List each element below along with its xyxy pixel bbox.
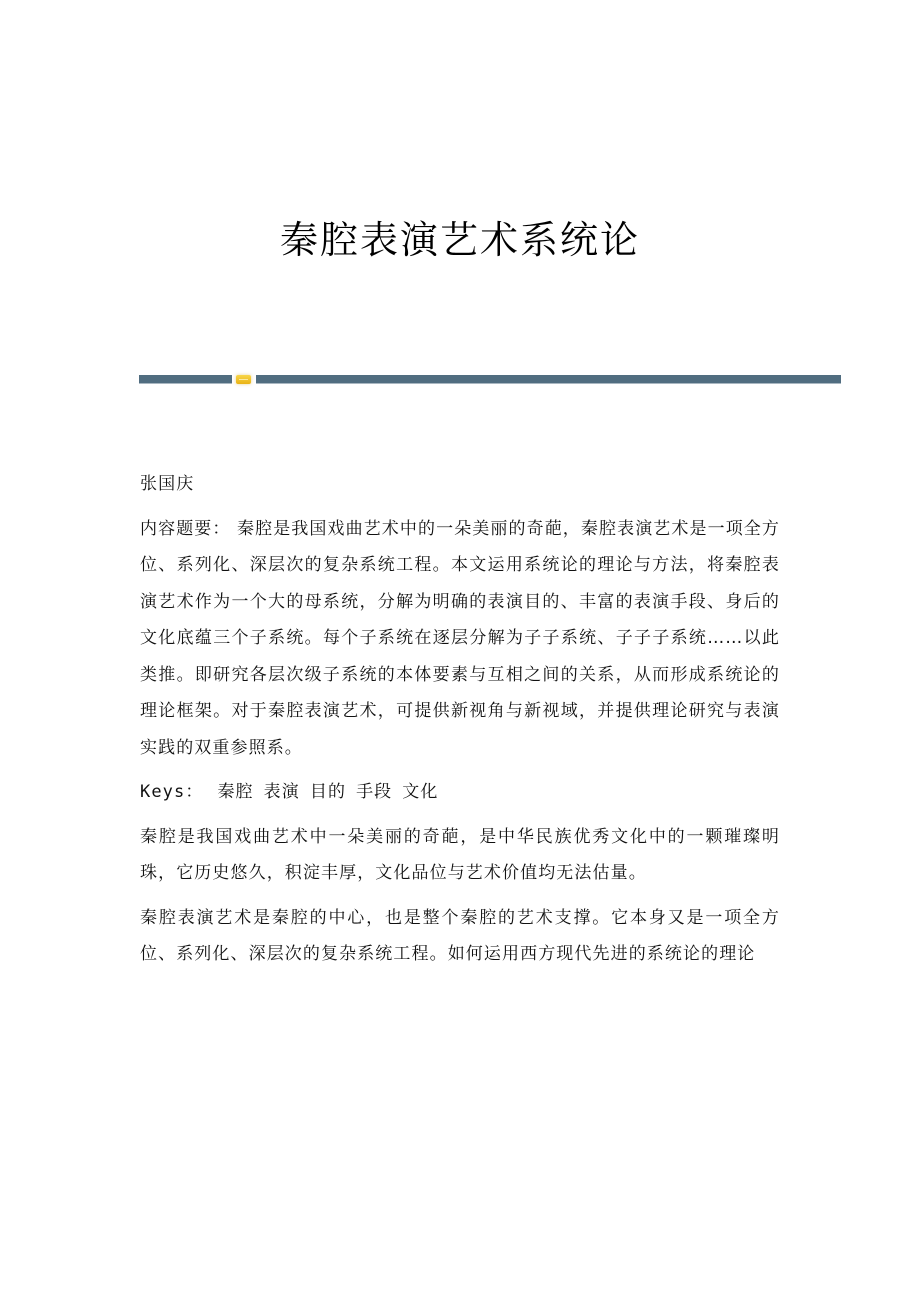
title-divider: [139, 375, 841, 384]
body-paragraph: 秦腔表演艺术是秦腔的中心，也是整个秦腔的艺术支撑。它本身又是一项全方位、系列化、深层次的复杂系统工程。如何运用西方现代先进的系统论的理论: [140, 907, 780, 964]
abstract: [140, 511, 780, 767]
keyword: 手段: [356, 782, 393, 802]
body-paragraph: 秦腔是我国戏曲艺术中一朵美丽的奇葩，是中华民族优秀文化中的一颗璀璨明珠，它历史悠久，积淀丰厚，文化品位与艺术价值均无法估量。: [140, 826, 780, 883]
keyword: 目的: [309, 782, 347, 802]
keyword: 文化: [402, 782, 439, 802]
author-name: 张国庆: [140, 474, 195, 494]
keywords: [140, 774, 780, 811]
keyword: 秦腔: [217, 782, 254, 802]
document-title: 秦腔表演艺术系统论: [279, 218, 640, 262]
divider-ornament-icon: [236, 375, 251, 384]
abstract-label: 内容题要：: [140, 518, 231, 539]
keywords-label: Keys：: [140, 782, 204, 802]
keyword: 表演: [263, 782, 300, 802]
divider-bar-left: [139, 375, 232, 384]
divider-bar-right: [256, 375, 841, 384]
document-body: [140, 466, 780, 973]
abstract-text: 秦腔是我国戏曲艺术中的一朵美丽的奇葩，秦腔表演艺术是一项全方位、系列化、深层次的复杂系统工程。本文运用系统论的理论与方法，将秦腔表演艺术作为一个大的母系统，分解为明确的表演目的、丰富的表演手段、身后的文化底蕴三个子系统。每个子系统在逐层分解为子子系统、子子子系统……以此类推。即研究各层次级子系统的本体要素与互相之间的关系，从而形成系统论的理论框架。对于秦腔表演艺术，可提供新视角与新视域，并提供理论研究与表演实践的双重参照系。: [140, 518, 781, 758]
